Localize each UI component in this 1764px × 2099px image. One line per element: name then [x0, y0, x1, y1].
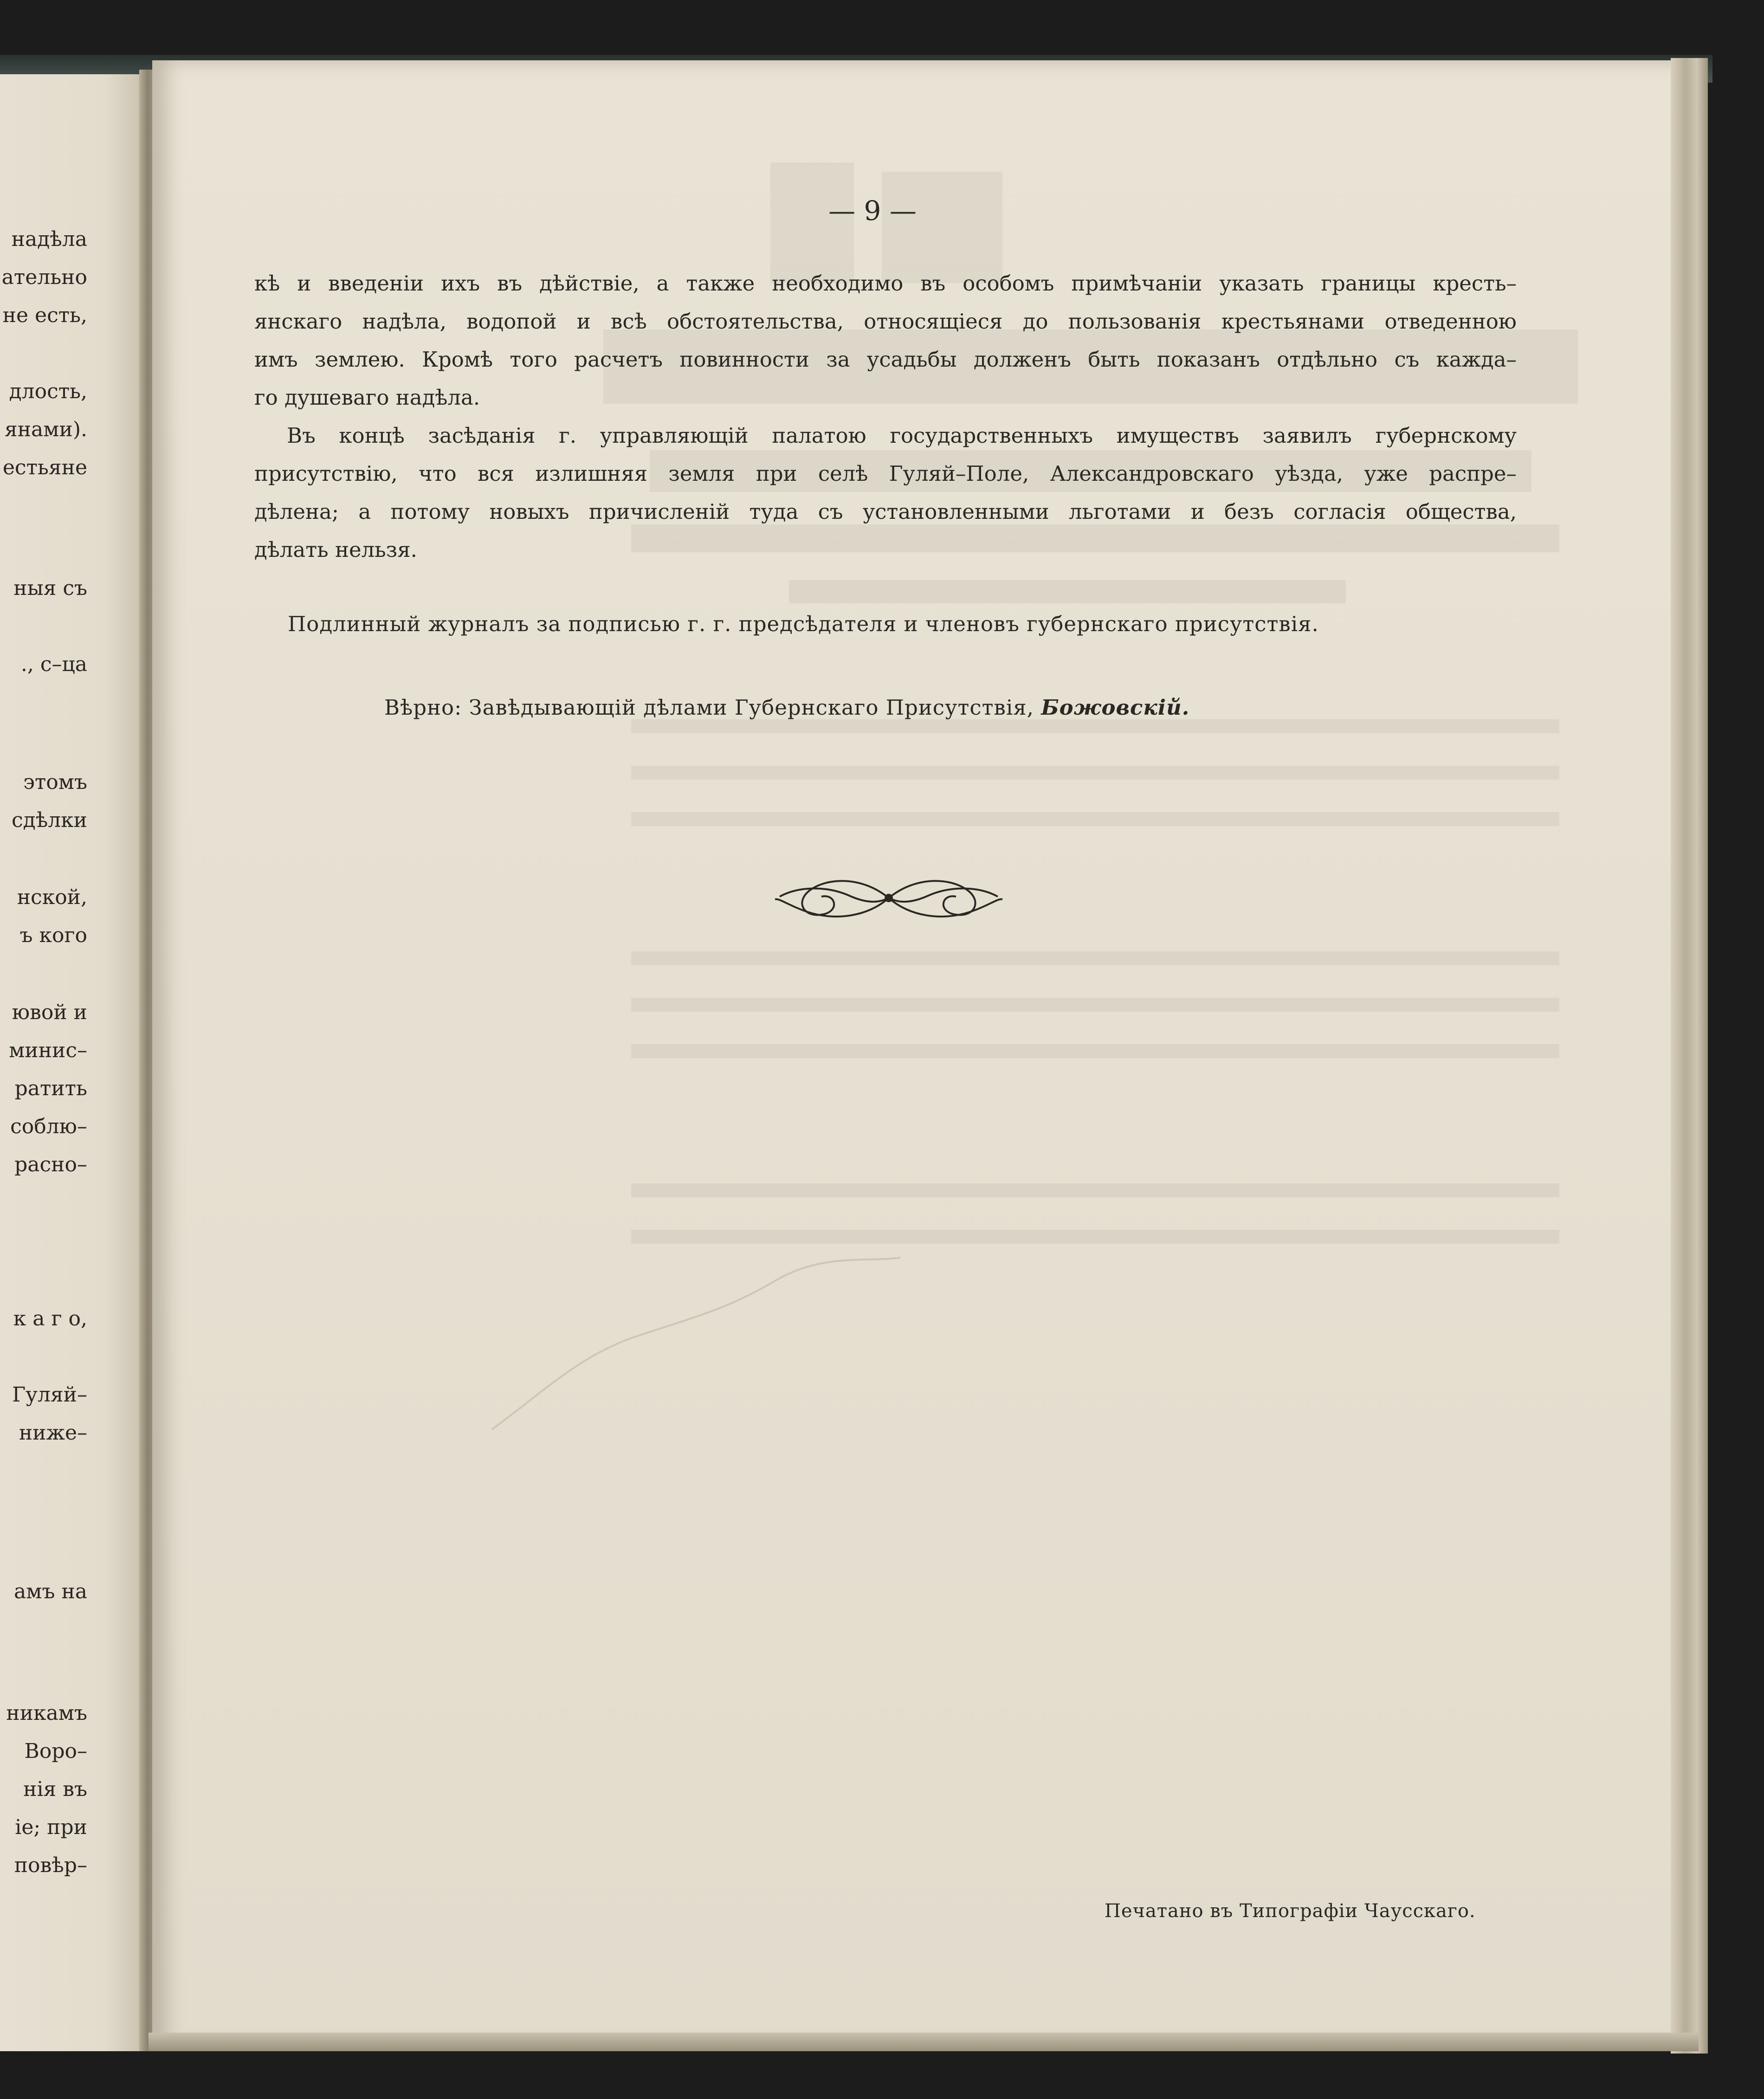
paragraph-line: янскаго надѣла, водопой и всѣ обстоятельства, относящіеся до пользованія крестьянами отведенною [254, 309, 1517, 334]
left-line: ательно [1, 265, 87, 289]
paragraph-line: дѣлать нельзя. [254, 537, 417, 562]
left-line: Воро– [24, 1739, 87, 1763]
paragraph-line: го душеваго надѣла. [254, 385, 480, 410]
left-line: амъ на [14, 1580, 87, 1603]
bottom-page-edge [149, 2033, 1699, 2051]
left-line: ювой и [12, 1001, 87, 1024]
left-line: естьяне [2, 456, 87, 479]
left-line: минис– [9, 1039, 87, 1062]
left-line: расно– [14, 1153, 87, 1176]
left-line: повѣр– [14, 1854, 87, 1877]
left-line: янами). [4, 418, 87, 441]
body-text [254, 265, 1517, 569]
left-line: ., с–ца [20, 652, 87, 676]
certification-prefix: Вѣрно: Завѣдывающій дѣлами Губернскаго Присутствія, [384, 695, 1034, 720]
left-line: ратить [14, 1077, 87, 1100]
right-page-edge [1671, 58, 1708, 2054]
left-line: надѣла [11, 227, 87, 251]
paragraph-line: Въ концѣ засѣданія г. управляющій палатою государственныхъ имуществъ заявилъ губернскому [287, 423, 1517, 448]
paragraph-line: присутствію, что вся излишняя земля при селѣ Гуляй–Поле, Александровскаго уѣзда, уже распре– [254, 461, 1517, 486]
paper-crease [487, 1253, 905, 1439]
certification-signer: Божовскій. [1041, 695, 1190, 720]
flourish-ornament-icon [770, 868, 1007, 928]
left-line: к а г о, [13, 1307, 87, 1330]
left-line: ныя съ [13, 576, 87, 600]
left-line: ниже– [19, 1421, 87, 1445]
certification-line [384, 695, 1189, 720]
left-line: соблю– [10, 1115, 87, 1138]
left-line: ъ кого [19, 924, 87, 947]
paragraph-line: имъ землею. Кромѣ того расчетъ повинности за усадьбы долженъ быть показанъ отдѣльно съ кажда– [254, 347, 1517, 372]
left-line: никамъ [6, 1701, 87, 1725]
left-line: сдѣлки [11, 808, 87, 832]
left-line: іе; при [15, 1815, 87, 1839]
page-number: — 9 — [828, 195, 917, 226]
original-journal-note: Подлинный журналъ за подписью г. г. предсѣдателя и членовъ губернскаго присутствія. [288, 612, 1319, 636]
left-line: не есть, [2, 304, 87, 327]
printer-imprint: Печатано въ Типографіи Чаусскаго. [1105, 1900, 1476, 1922]
paragraph-line: дѣлена; а потому новыхъ причисленій туда съ установленными льготами и безъ согласія общества, [254, 499, 1517, 524]
left-line: нія въ [23, 1777, 87, 1801]
paragraph-line: кѣ и введеніи ихъ въ дѣйствіе, а также необходимо въ особомъ примѣчаніи указать границы кресть– [254, 271, 1517, 296]
left-line: длость, [9, 380, 87, 403]
left-line: нской, [17, 885, 87, 909]
left-line: Гуляй– [12, 1383, 87, 1407]
left-line: этомъ [23, 770, 87, 794]
